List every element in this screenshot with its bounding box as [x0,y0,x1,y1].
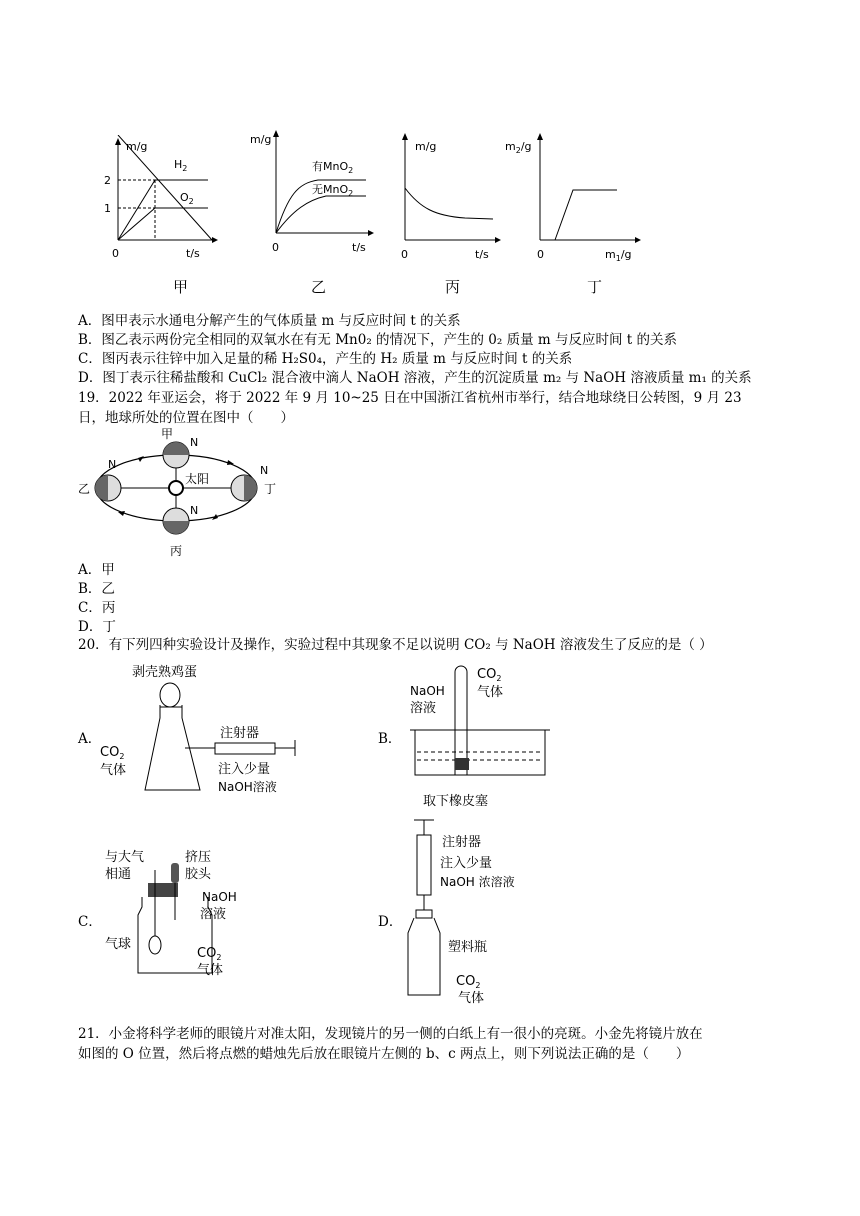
y-axis-label: m/g [415,140,437,153]
q21-stem-line2: 如图的 O 位置，然后将点燃的蜡烛先后放在眼镜片左侧的 b、c 两点上，则下列说法正确的是（ ） [78,1046,690,1062]
inject-label: 注入少量 [440,856,493,871]
n-jia: N [190,436,199,449]
q20-d-letter: D． [378,914,403,930]
label-bing: 丙 [170,544,183,558]
q19-option-c: C．丙 [78,600,116,616]
graph-bing [395,130,505,265]
label-jia: 甲 [161,428,174,441]
rubber-stopper-icon [455,758,469,770]
y-axis-label: $m_2/g$ [505,140,532,155]
tick-1: 1 [104,202,111,215]
q19-option-b: B．乙 [78,581,115,597]
air-label-1: 与大气 [105,850,145,865]
gas-label: 气体 [197,963,224,978]
naoh-label: NaOH [410,684,445,698]
q18-option-a: A．图甲表示水通电分解产生的气体质量 m 与反应时间 t 的关系 [78,313,461,329]
naoh-label: NaOH [202,890,237,904]
balloon-icon [149,936,161,954]
earth-bing-icon [163,508,189,534]
caption-ding: 丁 [587,278,603,296]
syringe-icon [215,743,275,754]
earth-orbit-diagram [78,428,298,560]
earth-yi-icon [95,475,121,501]
bottle-label: 塑料瓶 [448,940,488,955]
q20-b-diagram [405,660,565,810]
naoh-label: NaOH 浓溶液 [440,875,515,889]
balloon-label: 气球 [105,937,132,952]
label-ding: 丁 [264,482,277,496]
x-axis-label: t/s [475,248,489,261]
n-bing: N [190,504,199,517]
origin-label: 0 [537,248,544,261]
sun-icon [169,481,183,495]
co2-label: $CO_2$ [197,946,222,962]
syringe-label: 注射器 [220,726,260,741]
x-axis-label: t/s [352,241,366,254]
co2-label: $CO_2$ [477,667,502,683]
q20-c-diagram [100,845,260,980]
gas-label: 气体 [100,763,127,778]
caption-jia: 甲 [173,278,189,296]
q18-option-c: C．图丙表示往锌中加入足量的稀 H₂S0₄，产生的 H₂ 质量 m 与反应时间 t 的关系 [78,351,573,367]
air-label-2: 相通 [105,867,132,882]
syringe-icon [417,835,431,895]
gas-label: 气体 [477,685,504,700]
q20-a-letter: A． [78,731,102,747]
label-yi: 乙 [78,482,91,496]
h2-label: $H_2$ [174,158,188,173]
graph-ding [505,130,645,265]
egg-label: 剥壳熟鸡蛋 [132,665,198,680]
origin-label: 0 [272,241,279,254]
graph-yi [248,125,378,260]
earth-jia-icon [163,442,189,468]
inject-label: 注入少量 [218,762,271,777]
q19-stem-line1: 19．2022 年亚运会，将于 2022 年 9 月 10~25 日在中国浙江省杭州市举行，结合地球绕日公转图，9 月 23 [78,390,742,406]
q18-option-b: B．图乙表示两份完全相同的双氧水在有无 Mn0₂ 的情况下，产生的 0₂ 质量 m 与反应时间 t 的关系 [78,332,677,348]
syringe-label: 注射器 [442,835,482,850]
q20-b-letter: B． [378,731,402,747]
co2-label: $CO_2$ [456,974,481,990]
earth-ding-icon [231,475,257,501]
x-axis-label: t/s [186,247,200,260]
squeeze-label-2: 胶头 [185,867,212,882]
squeeze-label-1: 挤压 [185,850,212,865]
origin-label: 0 [401,248,408,261]
stopper-icon [148,883,178,897]
x-axis-label: $m_1/g$ [605,248,632,263]
n-yi: N [108,458,117,471]
co2-label: $CO_2$ [100,745,125,761]
graph-jia [100,135,220,265]
q21-stem-line1: 21．小金将科学老师的眼镜片对准太阳，发现镜片的另一侧的白纸上有一很小的亮斑。小金先将镜片放在 [78,1026,703,1042]
n-ding: N [260,464,269,477]
tick-2: 2 [104,174,111,187]
y-axis-label: m/g [250,133,272,146]
naoh-label: NaOH溶液 [218,780,277,794]
q20-d-diagram [400,815,540,1005]
o2-label: $O_2$ [180,191,194,206]
solution-label: 溶液 [200,907,227,922]
q19-option-d: D．丁 [78,619,116,635]
solution-label: 溶液 [410,701,437,716]
egg-icon [160,683,180,707]
gas-label: 气体 [458,991,485,1005]
with-mno2-label: 有MnO$_2$ [312,160,354,175]
plastic-bottle-icon [408,918,440,995]
sun-label: 太阳 [185,472,210,486]
without-mno2-label: 无MnO$_2$ [312,183,354,198]
q20-stem: 20．有下列四种实验设计及操作，实验过程中其现象不足以说明 CO₂ 与 NaOH 溶液发生了反应的是（ ） [78,637,713,653]
q19-stem-line2: 日，地球所处的位置在图中（ ） [78,410,294,426]
caption-yi: 乙 [311,278,327,296]
q20-a-diagram [100,660,310,800]
q19-option-a: A．甲 [78,562,115,578]
q20-c-letter: C． [78,914,102,930]
caption-bing: 丙 [445,278,461,296]
y-axis-label: m/g [126,140,148,153]
q18-option-d: D．图丁表示往稀盐酸和 CuCl₂ 混合液中滴人 NaOH 溶液，产生的沉淀质量 m₂ 与 NaOH 溶液质量 m₁ 的关系 [78,370,752,386]
remove-stopper-label: 取下橡皮塞 [423,794,489,809]
origin-label: 0 [112,247,119,260]
